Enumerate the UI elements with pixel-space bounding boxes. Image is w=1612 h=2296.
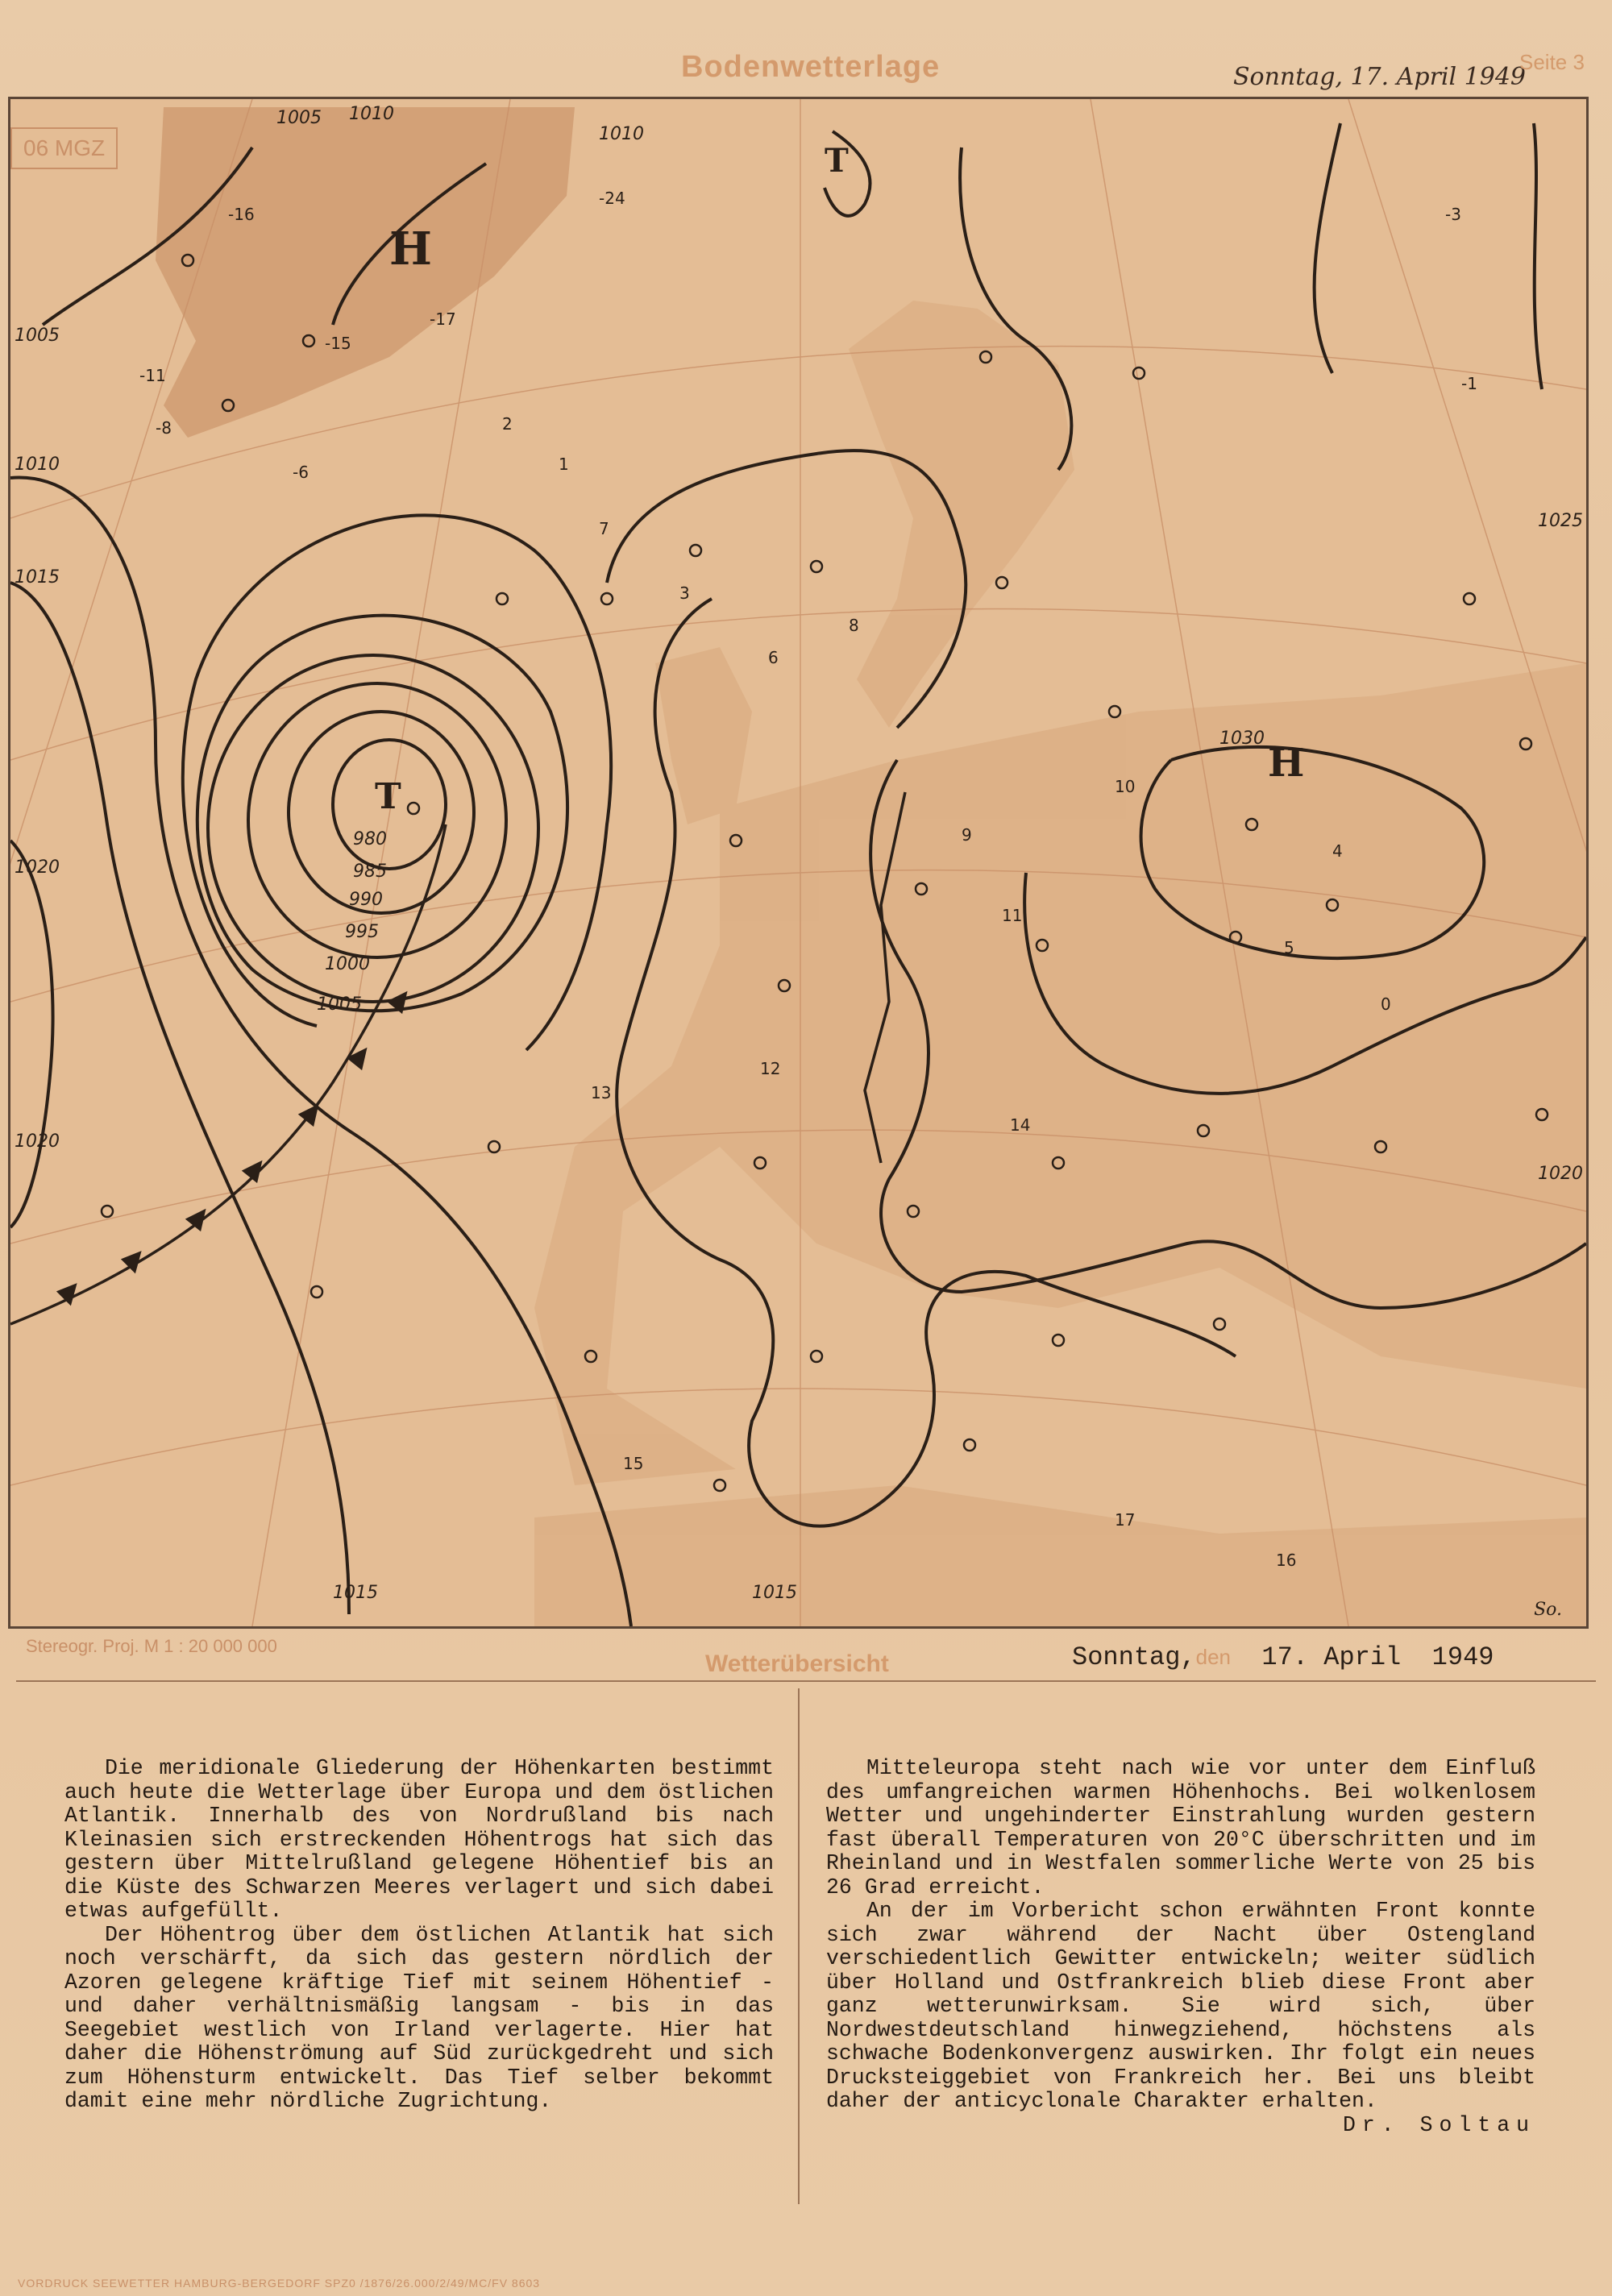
isobar-label: 990 [349,890,383,910]
summary-paragraph: An der im Vorbericht schon erwähnten Front konnte sich zwar während der Nacht über Ostengland verschiedentlich Gewitter entwickeln; weiter südlich über Holland und Ostfrankreich blieb diese Front aber ganz wetterunwirksam. Sie wird sich, über Nordwestdeutschland hinwegziehend, höchstens als schwache Bodenkonvergenz auswirken. Ihr folgt ein neues Drucksteiggebiet von Frankreich her. Bei uns bleibt daher der anticyclonale Charakter erhalten. [826,1899,1535,2113]
station-value: -3 [1445,205,1461,224]
summary-paragraph: Die meridionale Gliederung der Höhenkarten bestimmt auch heute die Wetterlage über Europa und dem östlichen Atlantik. Innerhalb des von Nordrußland bis nach Kleinasien sich erstreckenden Höhentrogs hat sich das gestern über Mittelrußland gelegene Höhentief bis an die Küste des Schwarzen Meeres verlagert und sich dabei etwas aufgefüllt. [64,1756,774,1923]
station-value: 11 [1002,906,1023,925]
summary-title: Wetterübersicht [705,1650,889,1677]
summary-paragraph: Der Höhentrog über dem östlichen Atlantik hat sich noch verschärft, da sich das gestern nördlich der Azoren gelegene kräftige Tief mit seinem Höhentief - und daher verhältnismäßig langsam - bis in das Seegebiet westlich von Irland verlagerte. Hier hat daher die Höhenströmung auf Süd zurückgedreht und sich zum Höhensturm entwickelt. Das Tief selber bekommt damit eine mehr nördliche Zugrichtung. [64,1922,774,2113]
station-value: 5 [1284,938,1294,957]
divider-vertical [798,1688,800,2204]
isobar-990 [248,683,506,957]
print-note: VORDRUCK SEEWETTER HAMBURG-BERGEDORF SPZ0 /1876/26.000/2/49/MC/FV 8603 [18,2277,541,2290]
station-value: -11 [139,366,166,385]
station-value: 13 [591,1083,612,1102]
author-initials: So. [1534,1600,1562,1620]
station-value: 10 [1115,777,1136,796]
greenland-land [156,107,575,438]
isobar-label: 1010 [15,455,60,475]
isobar-label: 1015 [752,1583,797,1603]
cold-front-triangles [59,994,405,1303]
isobar-label: 1025 [1538,511,1583,531]
isobar-1010 [10,478,631,1626]
station-value: -16 [228,205,255,224]
isobar-label: 1030 [1219,729,1265,749]
signature: Dr. Soltau [1342,2112,1535,2137]
isobar-label: 980 [353,829,387,849]
isobar-label: 1020 [1538,1164,1583,1184]
page-title: Bodenwetterlage [681,50,941,84]
isobar-1020 [10,841,53,1227]
british-isles-land [655,647,752,824]
summary-date [1072,1642,1494,1672]
station-value: 17 [1115,1510,1136,1530]
station-value: 6 [768,648,779,667]
station-value: -17 [430,309,456,329]
projection-label: Stereogr. Proj. M 1 : 20 000 000 [26,1636,277,1656]
summary-weekday: Sonntag, [1072,1642,1196,1672]
isobar-label: 1005 [276,108,322,128]
divider-horizontal [16,1680,1596,1682]
isobar-label: 1015 [15,567,60,587]
isobar-label: 1015 [333,1583,378,1603]
summary-paragraph: Mitteleuropa steht nach wie vor unter dem Einfluß des umfangreichen warmen Höhenhochs. Bei wolkenlosem Wetter und ungehinderter Einstrahlung wurden gestern fast überall Temperaturen von 20°C überschritten und im Rheinland und in Westfalen sommerliche Werte von 25 bis 26 Grad erreicht. [826,1756,1535,1899]
isobar-995 [208,655,538,1002]
isobar-label: 995 [345,922,379,942]
high-center-east: H [1268,741,1305,786]
isobar-label: 1000 [325,954,370,974]
scandinavia-land [849,301,1074,728]
station-value: -15 [325,334,351,353]
isobar-label: 1020 [15,857,60,878]
isobar-label: 1005 [317,994,362,1015]
low-center-atlantic: T [375,776,401,817]
station-value: 4 [1332,841,1343,861]
station-value: 15 [623,1454,644,1473]
summary-right-column [826,1757,1535,2137]
high-center-greenland: H [389,222,432,276]
isobar-1015-ne [1315,123,1340,373]
station-value: 9 [962,825,972,845]
station-value: -1 [1461,374,1477,393]
station-value: 8 [849,616,859,635]
summary-den: den [1195,1645,1232,1669]
station-value: 14 [1010,1115,1031,1135]
station-value: 1 [559,455,569,474]
station-value: 7 [599,519,609,538]
station-value: -8 [156,418,172,438]
map-time-label: 06 MGZ [10,127,118,169]
isobar-1015 [10,583,349,1614]
isobar-label: 1010 [599,124,644,144]
station-value: 0 [1381,994,1391,1014]
summary-date-value: 17. April 1949 [1261,1642,1494,1672]
africa-land [534,1485,1586,1626]
station-value: 16 [1276,1551,1297,1570]
station-value: -6 [293,463,309,482]
isobar-label: 1005 [15,326,60,346]
handwritten-date: Sonntag, 17. April 1949 [1233,63,1527,91]
map-drawing [10,99,1586,1626]
isobar-label: 1020 [15,1131,60,1152]
station-value: 3 [679,583,690,603]
summary-left-column [64,1757,774,2114]
station-value: 12 [760,1059,781,1078]
page-number: Seite 3 [1519,50,1585,74]
low-center-north: T [825,142,849,180]
station-value: 2 [502,414,513,434]
isobar-label: 985 [353,862,387,882]
station-value: -24 [599,189,625,208]
weather-map [8,97,1589,1629]
isobar-label: 1010 [349,104,394,124]
isobar-1020-ne [1534,123,1542,389]
